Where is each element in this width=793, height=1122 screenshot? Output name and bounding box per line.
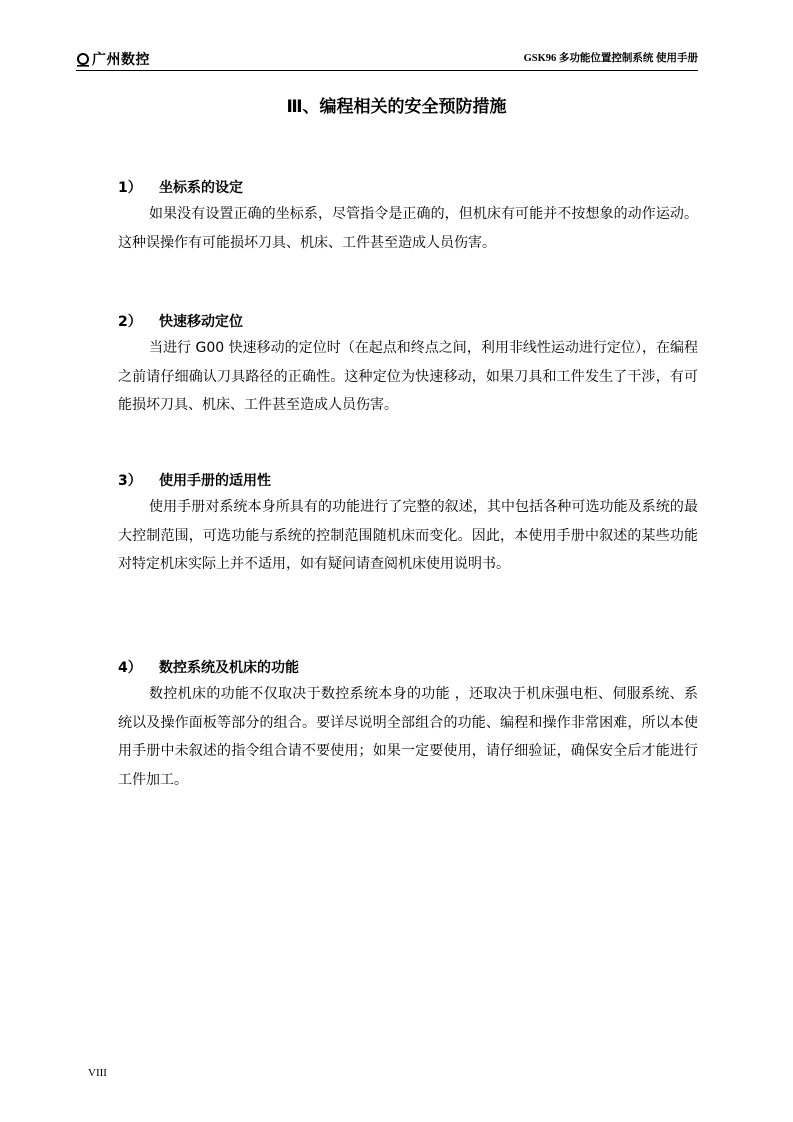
company-logo [76, 51, 150, 69]
section-body: 当进行 G00 快速移动的定位时（在起点和终点之间，利用非线性运动进行定位），在编程之前请仔细确认刀具路径的正确性。这种定位为快速移动，如果刀具和工件发生了干涉，有可能损坏刀具、机床、工件甚至造成人员伤害。 [118, 340, 698, 413]
section-title: 快速移动定位 [159, 314, 243, 330]
logo-text: 广州数控 [92, 52, 150, 68]
section-title: 使用手册的适用性 [159, 473, 271, 489]
section-number: 4） [118, 660, 142, 676]
section-coordinate-system [118, 178, 698, 257]
page-title: Ⅲ、编程相关的安全预防措施 [286, 97, 507, 117]
section-manual-applicability [118, 471, 698, 579]
section-body: 如果没有设置正确的坐标系，尽管指令是正确的，但机床有可能并不按想象的动作运动。这种误操作有可能损坏刀具、机床、工件甚至造成人员伤害。 [118, 206, 698, 251]
section-heading [118, 312, 698, 334]
section-body: 数控机床的功能不仅取决于数控系统本身的功能 ，还取决于机床强电柜、伺服系统、系统以及操作面板等部分的组合。要详尽说明全部组合的功能、编程和操作非常困难，所以本使用手册中未叙述的指令组合请不要使用；如果一定要使用，请仔细验证，确保安全后才能进行工件加工。 [118, 686, 698, 788]
page-number: VIII [88, 1067, 107, 1079]
section-heading [118, 471, 698, 493]
section-number: 3） [118, 473, 142, 489]
section-number: 1） [118, 180, 142, 196]
manual-title: GSK96 多功能位置控制系统 使用手册 [523, 53, 698, 64]
section-rapid-positioning [118, 312, 698, 420]
section-heading [118, 178, 698, 200]
section-title: 坐标系的设定 [159, 180, 243, 196]
company-logo-icon [76, 53, 90, 67]
section-system-and-machine-functions [118, 658, 698, 794]
section-heading [118, 658, 698, 680]
section-body: 使用手册对系统本身所具有的功能进行了完整的叙述，其中包括各种可选功能及系统的最大控制范围，可选功能与系统的控制范围随机床而变化。因此，本使用手册中叙述的某些功能对特定机床实际上并不适用，如有疑问请查阅机床使用说明书。 [118, 499, 698, 572]
section-title: 数控系统及机床的功能 [159, 660, 299, 676]
section-number: 2） [118, 314, 142, 330]
page-header [76, 50, 698, 71]
